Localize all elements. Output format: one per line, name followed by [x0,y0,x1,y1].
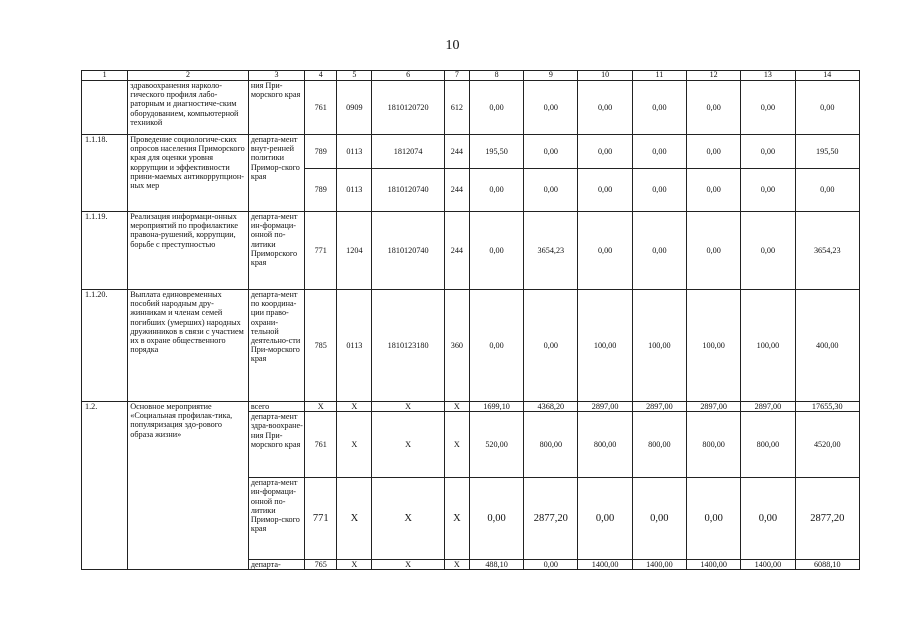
cell-vr: X [444,412,469,478]
row-description: здравоохранения нарколо-гического профиля лабо-раторным и диагностиче-ским оборудованием, компьютерной техникой [128,81,249,135]
cell-value: 0,00 [741,212,795,290]
cell-value: 0,00 [469,212,523,290]
cell-value: 800,00 [578,412,632,478]
cell-section: X [337,402,372,412]
cell-section: X [337,478,372,560]
cell-vr: 612 [444,81,469,135]
cell-total: 195,50 [795,135,859,169]
budget-table [81,70,860,570]
cell-vr: 244 [444,212,469,290]
header-row [82,71,860,81]
header-cell: 6 [372,71,444,81]
cell-value: 195,50 [469,135,523,169]
cell-value: 0,00 [741,478,795,560]
cell-value: 0,00 [578,81,632,135]
cell-value: 4368,20 [524,402,578,412]
header-cell: 14 [795,71,859,81]
cell-section: 1204 [337,212,372,290]
cell-total: 4520,00 [795,412,859,478]
cell-value: 0,00 [687,81,741,135]
cell-target: X [372,402,444,412]
cell-section: 0113 [337,290,372,402]
cell-target: 1810120720 [372,81,444,135]
cell-value: 0,00 [578,169,632,212]
cell-value: 0,00 [741,169,795,212]
cell-grbs: 789 [305,169,337,212]
row-executor: департа-мент ин-формаци-онной по-литики Приморского края [248,212,304,290]
cell-value: 488,10 [469,560,523,570]
cell-value: 100,00 [632,290,686,402]
cell-value: 0,00 [578,478,632,560]
cell-total: 400,00 [795,290,859,402]
table-row [82,212,860,290]
cell-value: 0,00 [524,81,578,135]
cell-section: 0113 [337,169,372,212]
cell-value: 0,00 [741,81,795,135]
cell-grbs: 761 [305,412,337,478]
cell-vr: 360 [444,290,469,402]
table-row [82,135,860,169]
header-cell: 1 [82,71,128,81]
cell-section: X [337,412,372,478]
row-executor: ния При-морского края [248,81,304,135]
header-cell: 4 [305,71,337,81]
cell-value: 0,00 [578,135,632,169]
cell-value: 3654,23 [524,212,578,290]
row-description: Основное мероприятие «Социальная профилак-тика, популяризация здо-рового образа жизни» [128,402,249,570]
row-description: Проведение социологиче-ских опросов населения Приморского края для оценки уровня коррупции и эффективности прини-маемых антикоррупцион-ных мер [128,135,249,212]
cell-value: 0,00 [632,135,686,169]
page-number: 10 [445,38,460,53]
row-number: 1.1.20. [82,290,128,402]
row-executor: департа-мент здра-воохране-ния При-морского края [248,412,304,478]
cell-value: 0,00 [469,169,523,212]
cell-total: 6088,10 [795,560,859,570]
cell-value: 2897,00 [632,402,686,412]
cell-value: 1400,00 [632,560,686,570]
table-row [82,290,860,402]
cell-grbs: 771 [305,478,337,560]
cell-value: 0,00 [524,135,578,169]
cell-value: 1699,10 [469,402,523,412]
row-executor: департа-мент внут-ренней политики Примор-ского края [248,135,304,212]
header-cell: 11 [632,71,686,81]
cell-value: 1400,00 [578,560,632,570]
cell-value: 0,00 [524,290,578,402]
cell-value: 520,00 [469,412,523,478]
cell-value: 0,00 [469,81,523,135]
cell-target: 1810120740 [372,212,444,290]
cell-value: 800,00 [632,412,686,478]
header-cell: 10 [578,71,632,81]
cell-target: X [372,478,444,560]
cell-value: 100,00 [741,290,795,402]
cell-total: 2877,20 [795,478,859,560]
cell-value: 0,00 [741,135,795,169]
cell-value: 0,00 [632,81,686,135]
cell-grbs: 761 [305,81,337,135]
cell-section: 0909 [337,81,372,135]
row-executor: всего [248,402,304,412]
cell-value: 800,00 [741,412,795,478]
cell-target: X [372,560,444,570]
cell-value: 1400,00 [741,560,795,570]
cell-value: 0,00 [632,169,686,212]
table-row [82,81,860,135]
cell-value: 2897,00 [578,402,632,412]
cell-value: 0,00 [524,560,578,570]
cell-value: 0,00 [687,478,741,560]
cell-grbs: 785 [305,290,337,402]
row-number: 1.1.18. [82,135,128,212]
row-executor: департа-мент по координа-ции право-охрани-тельной деятельно-сти При-морского края [248,290,304,402]
cell-target: 1810120740 [372,169,444,212]
header-cell: 9 [524,71,578,81]
cell-grbs: 789 [305,135,337,169]
cell-grbs: 771 [305,212,337,290]
header-cell: 2 [128,71,249,81]
cell-vr: 244 [444,169,469,212]
header-cell: 13 [741,71,795,81]
header-cell: 5 [337,71,372,81]
cell-value: 800,00 [524,412,578,478]
cell-value: 1400,00 [687,560,741,570]
row-number: 1.2. [82,402,128,570]
header-cell: 12 [687,71,741,81]
header-cell: 8 [469,71,523,81]
cell-value: 800,00 [687,412,741,478]
cell-vr: 244 [444,135,469,169]
row-description: Реализация информаци-онных мероприятий по профилактике правона-рушений, коррупции, борьбе с преступностью [128,212,249,290]
cell-vr: X [444,478,469,560]
cell-value: 100,00 [687,290,741,402]
cell-value: 0,00 [469,478,523,560]
cell-total: 0,00 [795,169,859,212]
cell-value: 0,00 [578,212,632,290]
cell-grbs: X [305,402,337,412]
header-cell: 7 [444,71,469,81]
header-cell: 3 [248,71,304,81]
cell-target: 1810123180 [372,290,444,402]
cell-grbs: 765 [305,560,337,570]
cell-value: 0,00 [469,290,523,402]
row-number: 1.1.19. [82,212,128,290]
cell-value: 0,00 [687,135,741,169]
cell-value: 0,00 [632,212,686,290]
cell-value: 0,00 [687,169,741,212]
cell-value: 0,00 [632,478,686,560]
cell-value: 100,00 [578,290,632,402]
cell-value: 2877,20 [524,478,578,560]
cell-section: 0113 [337,135,372,169]
cell-total: 0,00 [795,81,859,135]
cell-target: 1812074 [372,135,444,169]
cell-vr: X [444,560,469,570]
row-executor: департа-мент ин-формаци-онной по-литики Примор-ского края [248,478,304,560]
cell-value: 0,00 [524,169,578,212]
cell-total: 17655,30 [795,402,859,412]
cell-target: X [372,412,444,478]
cell-value: 0,00 [687,212,741,290]
cell-vr: X [444,402,469,412]
cell-section: X [337,560,372,570]
table-row [82,402,860,412]
row-description: Выплата единовременных пособий народным дру-жинникам и членам семей погибших (умерших) народных дружинников в связи с участием их в охране общественного порядка [128,290,249,402]
cell-value: 2897,00 [741,402,795,412]
row-executor: департа- [248,560,304,570]
row-number [82,81,128,135]
cell-total: 3654,23 [795,212,859,290]
cell-value: 2897,00 [687,402,741,412]
